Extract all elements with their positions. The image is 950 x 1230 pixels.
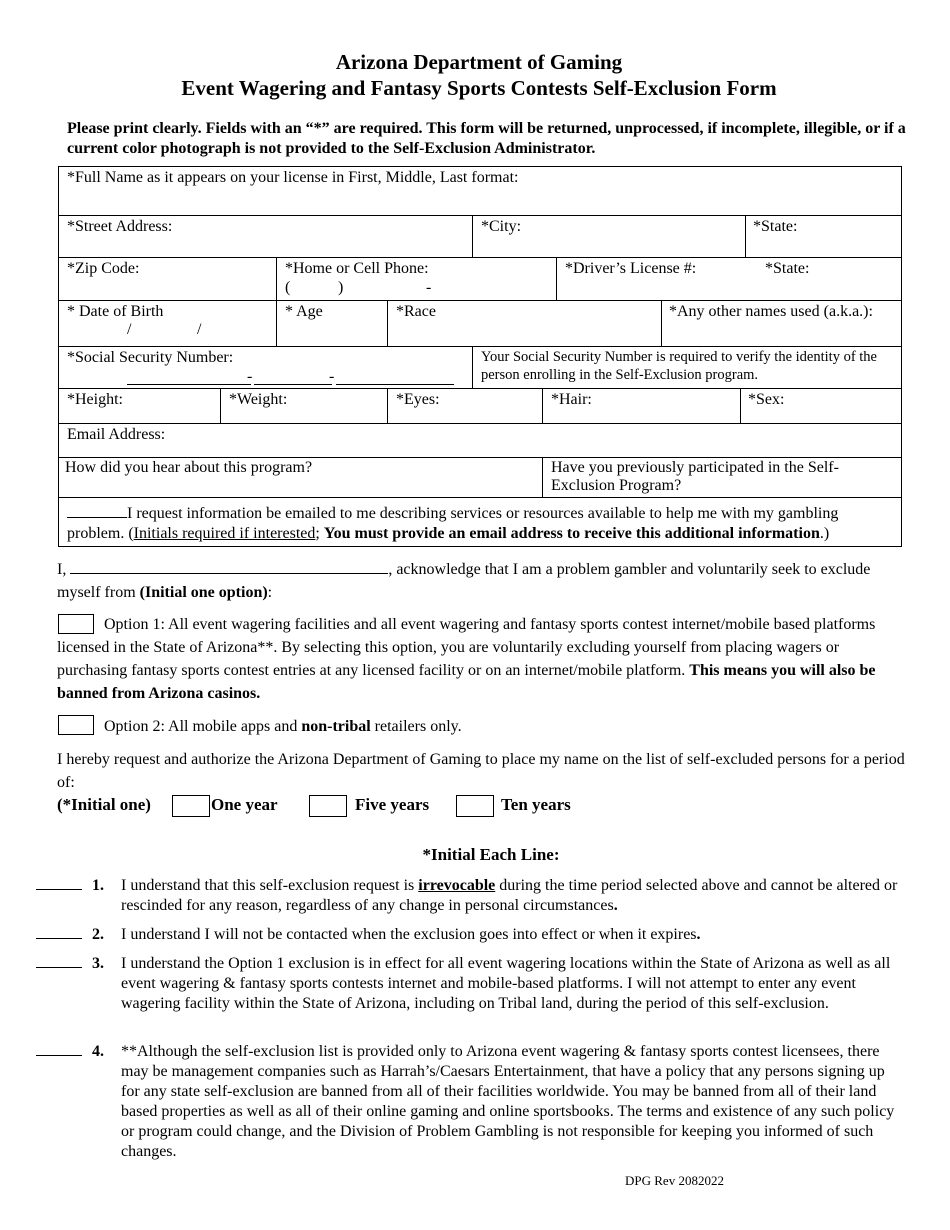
item-text — [121, 925, 907, 945]
drivers-license-field[interactable]: *Driver’s License #: — [565, 260, 697, 277]
phone-dash: - — [426, 279, 432, 296]
option1-casino-warning: This means you will also be banned from Arizona casinos. — [57, 662, 876, 702]
street-address-field[interactable]: *Street Address: — [67, 218, 173, 235]
ssn-dash-2: - — [329, 368, 335, 385]
full-name-field[interactable]: *Full Name as it appears on your license in First, Middle, Last format: — [67, 169, 519, 186]
weight-field[interactable]: *Weight: — [229, 391, 288, 408]
sex-field[interactable]: *Sex: — [748, 391, 785, 408]
aka-field[interactable]: *Any other names used (a.k.a.): — [669, 303, 873, 320]
race-field[interactable]: *Race — [396, 303, 436, 320]
email-field[interactable]: Email Address: — [67, 426, 166, 443]
phone-field[interactable]: *Home or Cell Phone: — [285, 260, 429, 277]
phone-paren-open: ( — [285, 279, 291, 296]
item-number: 1. — [92, 877, 104, 894]
previous-participation-field[interactable]: Have you previously participated in the Self-Exclusion Program? — [551, 459, 839, 494]
email-info-requirement: You must provide an email address to receive this additional information — [323, 525, 820, 542]
email-info-sep: ; — [315, 525, 324, 542]
hair-field[interactable]: *Hair: — [551, 391, 592, 408]
eyes-field[interactable]: *Eyes: — [396, 391, 440, 408]
email-info-initials-note: Initials required if interested — [133, 525, 316, 542]
dob-slash-1: / — [127, 321, 132, 338]
initial-each-heading: *Initial Each Line: — [422, 845, 560, 864]
email-info-request — [67, 503, 895, 544]
option2-end: retailers only. — [370, 718, 462, 735]
one-year-label: One year — [211, 795, 278, 814]
item-number: 2. — [92, 926, 104, 943]
item-1-pre: I understand that this self-exclusion request is — [121, 877, 419, 894]
state-field[interactable]: *State: — [753, 218, 798, 235]
period-request: I hereby request and authorize the Arizona Department of Gaming to place my name on the list of self-excluded persons for a period of: — [57, 751, 905, 791]
ack-initial-one: (Initial one option) — [139, 584, 268, 601]
one-year-initial-box[interactable] — [172, 795, 210, 817]
initial-blank[interactable] — [36, 1055, 82, 1056]
item-1-post: during the time period selected above and cannot be altered or rescinded for any reason, regardless of any change in personal circumstances — [121, 877, 898, 914]
item-2-pre: I understand I will not be contacted when the exclusion goes into effect or when it expires — [121, 926, 697, 943]
five-years-label: Five years — [355, 795, 430, 814]
phone-paren-close: ) — [338, 279, 344, 296]
initial-blank[interactable] — [36, 938, 82, 939]
ack-end: : — [267, 584, 273, 601]
height-field[interactable]: *Height: — [67, 391, 123, 408]
form-instructions: Please print clearly. Fields with an “*” are required. This form will be returned, unprocessed, if incomplete, illegible, or if a current color photograph is not provided to the Self-Exclusion Administrator. — [67, 120, 906, 157]
form-title: Event Wagering and Fantasy Sports Contests Self-Exclusion Form — [181, 76, 777, 100]
zip-code-field[interactable]: *Zip Code: — [67, 260, 140, 277]
option2-non-tribal: non-tribal — [301, 718, 371, 735]
ack-name-blank[interactable] — [70, 559, 388, 574]
ssn-dash-1: - — [247, 368, 253, 385]
option2-initial-box[interactable] — [58, 715, 94, 735]
initial-blank[interactable] — [36, 967, 82, 968]
item-1-irrevocable: irrevocable — [418, 877, 496, 894]
five-years-initial-box[interactable] — [309, 795, 347, 817]
ack-prefix: I, — [57, 561, 67, 578]
ssn-field[interactable]: *Social Security Number: — [67, 349, 234, 366]
option2-text — [104, 715, 804, 738]
item-1-end: . — [613, 897, 618, 914]
option1-text — [57, 613, 907, 705]
email-info-end: .) — [819, 525, 830, 542]
item-text — [121, 876, 907, 916]
referral-source-field[interactable]: How did you hear about this program? — [65, 459, 313, 476]
age-field[interactable]: * Age — [285, 303, 323, 320]
item-text: **Although the self-exclusion list is provided only to Arizona event wagering & fantasy sports contest licensees, there may be management companies such as Harrah’s/Caesars Entertainment, that have a policy that any persons signing up for any state self-exclusion are banned from all of their facilities worldwide. You may be banned from all of their land based properties as well as all of their online gaming and online sportsbooks. The terms and existence of any such policy or program could change, and the Division of Problem Gambling is not responsible for keeping you informed of such changes. — [121, 1043, 895, 1160]
item-number: 4. — [92, 1043, 104, 1060]
item-2-end: . — [696, 926, 701, 943]
email-info-text: I request information be emailed to me describing services or resources available to help me with my gambling problem. ( — [67, 505, 839, 542]
period-initial-one: (*Initial one) — [57, 795, 151, 814]
revision-code: DPG Rev 2082022 — [625, 1173, 724, 1188]
license-state-field[interactable]: *State: — [765, 260, 810, 277]
ack-text: , acknowledge that I am a problem gambler and voluntarily seek to exclude myself from — [57, 561, 871, 601]
option1-desc: Option 1: All event wagering facilities and all event wagering and fantasy sports contest internet/mobile based platforms licensed in the State of Arizona**. By selecting this option, you are voluntarily excluding yourself from placing wagers or purchasing fantasy sports contest entries at any licensed facility or on an internet/mobile platform. — [57, 616, 876, 679]
ten-years-label: Ten years — [501, 795, 571, 814]
dob-slash-2: / — [197, 321, 202, 338]
option2-desc: Option 2: All mobile apps and — [104, 718, 302, 735]
city-field[interactable]: *City: — [481, 218, 522, 235]
ten-years-initial-box[interactable] — [456, 795, 494, 817]
email-info-initials-blank[interactable] — [67, 503, 127, 518]
initial-blank[interactable] — [36, 889, 82, 890]
date-of-birth-field[interactable]: * Date of Birth — [67, 303, 164, 320]
form-title-agency: Arizona Department of Gaming — [335, 50, 623, 74]
item-text: I understand the Option 1 exclusion is in effect for all event wagering locations within the State of Arizona as well as all event wagering & fantasy sports contests internet and mobile-based platforms. I will not attempt to enter any event wagering facility within the State of Arizona, including on Tribal land, during the period of this self-exclusion. — [121, 955, 891, 1012]
ssn-note: Your Social Security Number is required to verify the identity of the person enrolling in the Self-Exclusion program. — [481, 349, 877, 383]
item-number: 3. — [92, 955, 104, 972]
acknowledgement — [57, 558, 907, 604]
